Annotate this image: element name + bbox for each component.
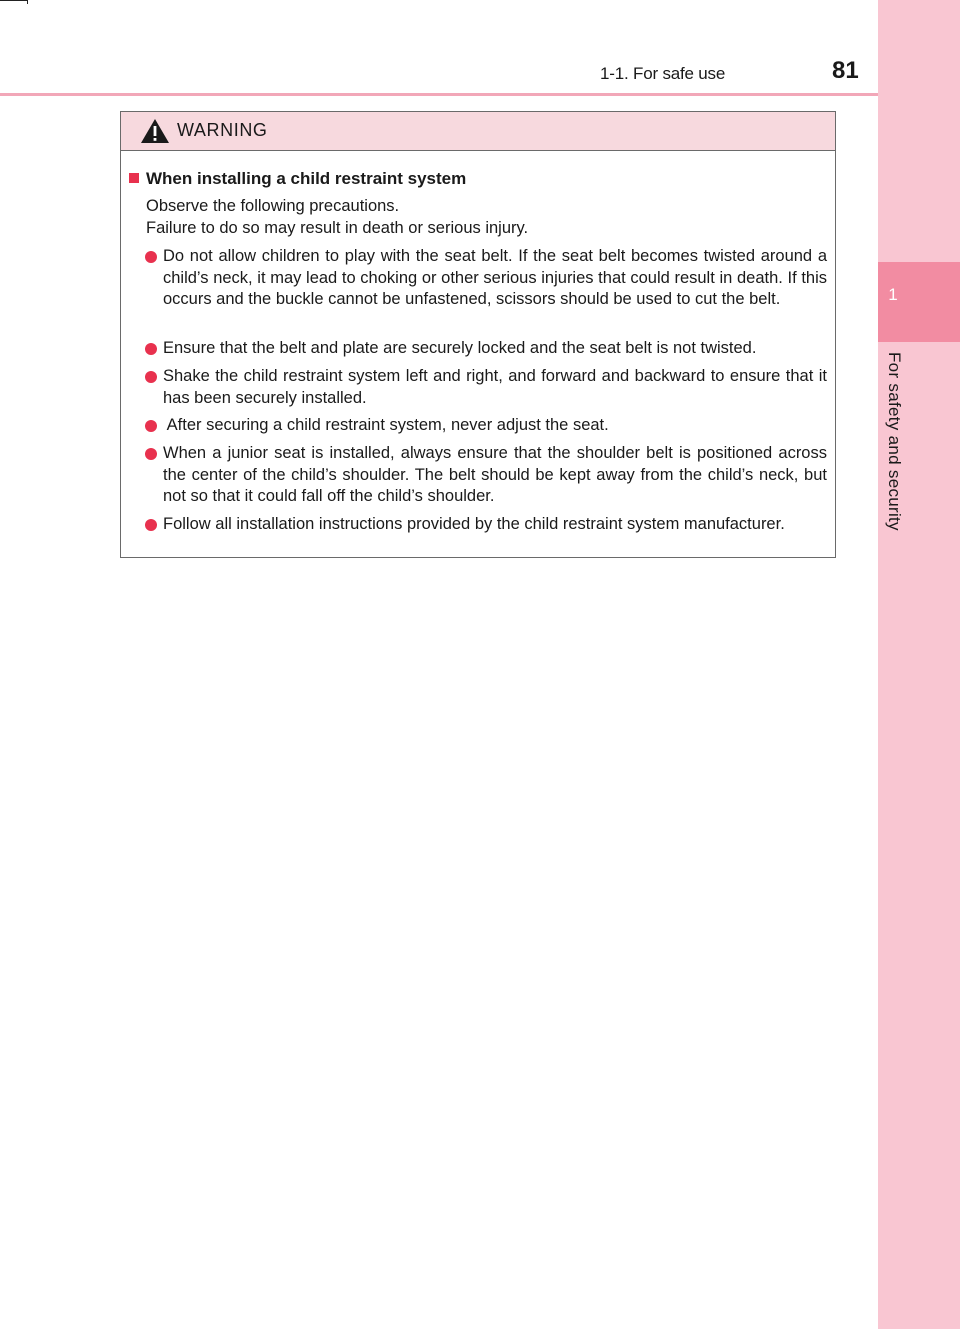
chapter-label: For safety and security bbox=[885, 352, 904, 531]
bullet-text: After securing a child restraint system, never adjust the seat. bbox=[163, 416, 609, 434]
warning-box bbox=[120, 111, 836, 558]
warning-title: WARNING bbox=[177, 120, 268, 140]
bullet-item bbox=[145, 514, 827, 536]
bullet-dot-icon bbox=[145, 519, 157, 531]
bullet-text: Ensure that the belt and plate are securely locked and the seat belt is not twisted. bbox=[163, 339, 757, 357]
section-title: 1-1. For safe use bbox=[600, 64, 726, 83]
chapter-number: 1 bbox=[888, 285, 898, 304]
bullet-text: Do not allow children to play with the seat belt. If the seat belt becomes twisted around a child’s neck, it may lead to choking or other serious injuries that could result in death. If this occurs and the buckle cannot be unfastened, scissors should be used to cut the belt. bbox=[163, 247, 827, 308]
bullet-text: Follow all installation instructions provided by the child restraint system manufacturer. bbox=[163, 515, 785, 533]
header-rule bbox=[0, 93, 878, 96]
warning-header bbox=[121, 112, 835, 151]
bullet-dot-icon bbox=[145, 448, 157, 460]
intro-line: Failure to do so may result in death or serious injury. bbox=[146, 219, 529, 237]
bullet-dot-icon bbox=[145, 251, 157, 263]
page-number: 81 bbox=[832, 57, 859, 84]
warning-item-heading bbox=[129, 169, 466, 189]
bullet-item bbox=[145, 366, 827, 409]
warning-triangle-icon bbox=[140, 118, 170, 144]
bullet-item bbox=[145, 415, 827, 437]
warning-item-heading-text: When installing a child restraint system bbox=[146, 169, 467, 188]
bullet-text: When a junior seat is installed, always ensure that the shoulder belt is positioned across the center of the child’s shoulder. The belt should be kept away from the child’s neck, but not so that it could fall off the child’s shoulder. bbox=[163, 444, 827, 505]
bullet-dot-icon bbox=[145, 371, 157, 383]
bullet-dot-icon bbox=[145, 420, 157, 432]
crop-mark bbox=[0, 0, 28, 1]
bullet-item bbox=[145, 338, 827, 360]
bullet-text: Shake the child restraint system left and right, and forward and backward to ensure that it has been securely installed. bbox=[163, 367, 827, 407]
square-bullet-icon bbox=[129, 173, 139, 183]
bullet-item bbox=[145, 443, 827, 508]
chapter-side-tab bbox=[878, 0, 960, 1329]
intro-line: Observe the following precautions. bbox=[146, 197, 400, 215]
bullet-dot-icon bbox=[145, 343, 157, 355]
crop-mark bbox=[27, 0, 28, 4]
bullet-item bbox=[145, 246, 827, 311]
